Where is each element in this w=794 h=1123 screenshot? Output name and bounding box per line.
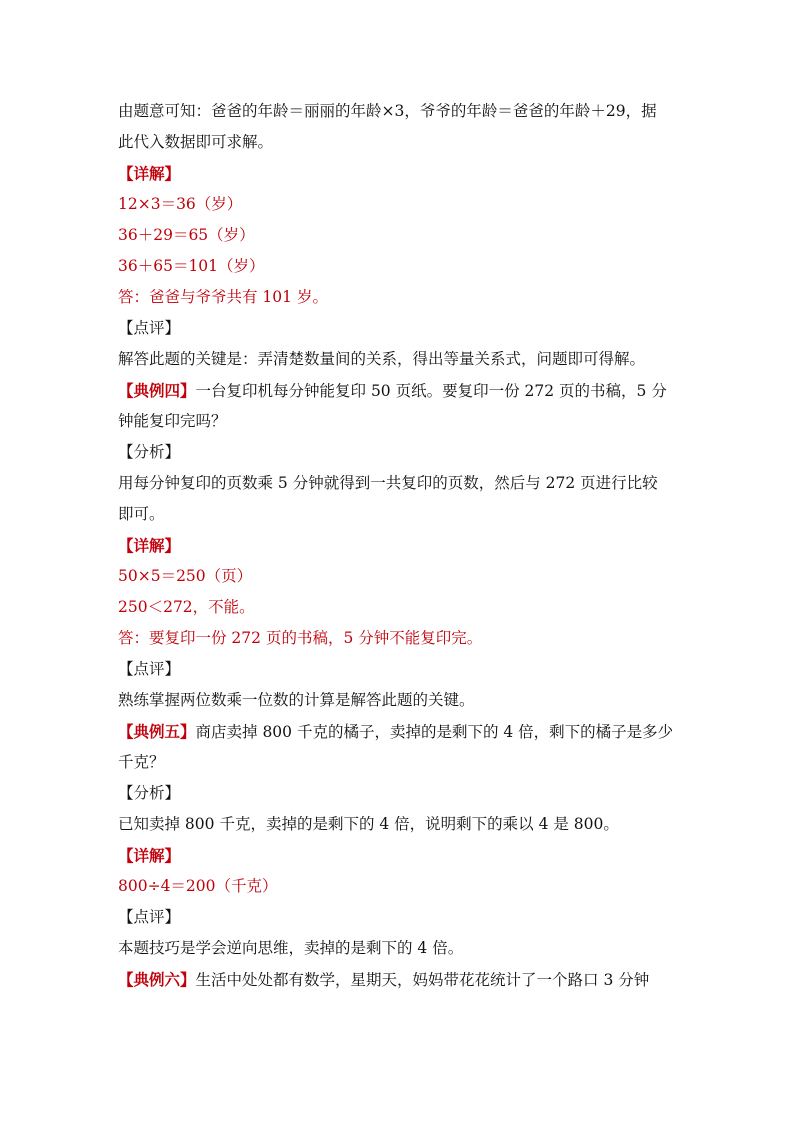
example-label: 【典例六】 xyxy=(118,970,196,989)
question-text: 商店卖掉 800 千克的橘子，卖掉的是剩下的 4 倍，剩下的橘子是多少 xyxy=(195,723,674,741)
question-text: 一台复印机每分钟能复印 50 页纸。要复印一份 272 页的书稿，5 分 xyxy=(195,382,667,400)
solution-step: 800÷4＝200（千克） xyxy=(118,877,278,895)
solution-step: 36＋29＝65（岁） xyxy=(118,226,255,244)
analysis-text: 已知卖掉 800 千克，卖掉的是剩下的 4 倍，说明剩下的乘以 4 是 800。 xyxy=(118,815,619,833)
comment-text: 熟练掌握两位数乘一位数的计算是解答此题的关键。 xyxy=(118,691,475,709)
question-text: 钟能复印完吗？ xyxy=(118,412,227,430)
example-label: 【典例五】 xyxy=(118,722,196,741)
example-five-question xyxy=(118,716,688,747)
solution-step: 36＋65＝101（岁） xyxy=(118,257,265,275)
example-six-question xyxy=(118,964,688,995)
analysis-text: 用每分钟复印的页数乘 5 分钟就得到一共复印的页数，然后与 272 页进行比较 xyxy=(118,474,658,492)
document-body xyxy=(118,96,688,995)
comment-text: 本题技巧是学会逆向思维，卖掉的是剩下的 4 倍。 xyxy=(118,939,464,957)
analysis-text: 即可。 xyxy=(118,505,165,523)
answer-text: 答：爸爸与爷爷共有 101 岁。 xyxy=(118,288,328,306)
example-four-question xyxy=(118,375,688,406)
comment-heading: 【点评】 xyxy=(118,319,181,337)
solution-step: 12×3＝36（岁） xyxy=(118,195,243,213)
solution-step: 50×5＝250（页） xyxy=(118,567,253,585)
comment-text: 解答此题的关键是：弄清楚数量间的关系，得出等量关系式，问题即可得解。 xyxy=(118,350,646,368)
comment-heading: 【点评】 xyxy=(118,908,181,926)
answer-text: 答：要复印一份 272 页的书稿，5 分钟不能复印完。 xyxy=(118,629,483,647)
analysis-text: 此代入数据即可求解。 xyxy=(118,133,274,151)
detail-heading: 【详解】 xyxy=(118,536,181,555)
solution-step: 250＜272，不能。 xyxy=(118,598,255,616)
analysis-heading: 【分析】 xyxy=(118,784,181,802)
comment-heading: 【点评】 xyxy=(118,660,181,678)
analysis-heading: 【分析】 xyxy=(118,443,181,461)
example-label: 【典例四】 xyxy=(118,381,196,400)
analysis-text: 由题意可知：爸爸的年龄＝丽丽的年龄×3，爷爷的年龄＝爸爸的年龄＋29，据 xyxy=(118,102,657,120)
detail-heading: 【详解】 xyxy=(118,164,181,183)
question-text: 生活中处处都有数学，星期天，妈妈带花花统计了一个路口 3 分钟 xyxy=(195,971,650,989)
question-text: 千克？ xyxy=(118,753,165,771)
detail-heading: 【详解】 xyxy=(118,846,181,865)
